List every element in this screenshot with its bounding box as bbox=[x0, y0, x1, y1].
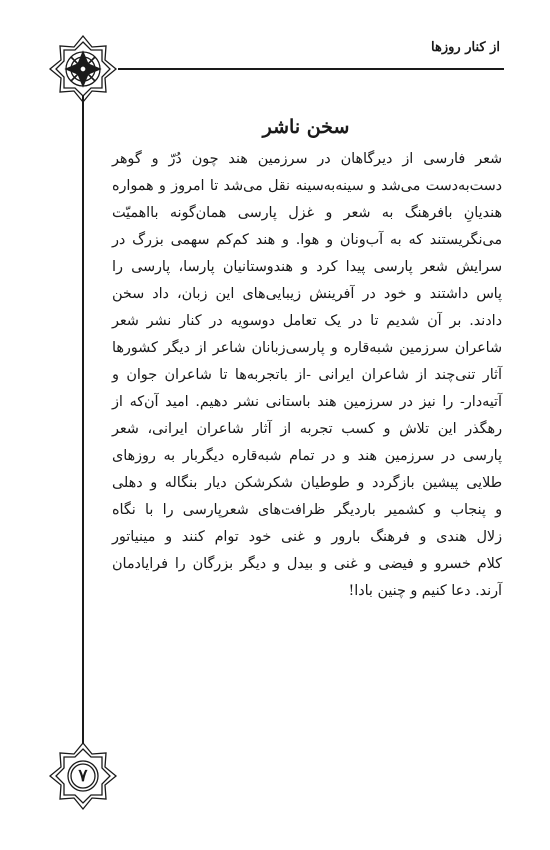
text-line: و پنجاب و کشمیر باردیگر ظرافت‌های شعرپارسی را با نگاه bbox=[112, 502, 502, 518]
text-line: می‌نگریستند که به آب‌ونان و هوا. و هند کم‌کم سهمی بزرگ در bbox=[112, 232, 502, 248]
text-line: آرند. دعا کنیم و چنین بادا! bbox=[348, 583, 502, 599]
text-line: پاس داشتند و خود در آفرینش زیبایی‌های این زبان، داد سخن bbox=[112, 286, 502, 302]
text-line: هندیانِ بافرهنگ به شعر و غزل پارسی همان‌گونه بااهمیّت bbox=[112, 205, 502, 221]
text-line: طلایی پیشین بازگردد و طوطیان شکرشکن دیار بنگاله و دهلی bbox=[112, 475, 502, 491]
text-line: زلال هندی و فرهنگ بارور و غنی خود توام کنند و مینیاتور bbox=[112, 529, 502, 545]
text-line: آتیه‌دار- را نیز در سرزمین هند باستانی نشر دهیم. امید آن‌که از bbox=[112, 394, 502, 410]
text-line: پارسی در سرزمین هند و در تمام شبه‌قاره دیگربار به روزهای bbox=[112, 448, 502, 464]
header-rule bbox=[118, 68, 504, 70]
running-head: از کنار روزها bbox=[431, 40, 500, 55]
text-line: دست‌به‌دست می‌شد و سینه‌به‌سینه نقل می‌شد تا امروز و همواره bbox=[112, 178, 502, 194]
text-line: شعر فارسی از دیرگاهان در سرزمین هند چون دُرّ و گوهر bbox=[112, 151, 502, 167]
text-line: شاعران سرزمین شبه‌قاره و پارسی‌زبانان شاعر از دیگر کشورها bbox=[112, 340, 502, 356]
text-line: دادند. بر آن شدیم تا در یک تعامل دوسویه در کنار نشر شعر bbox=[112, 313, 502, 329]
margin-rule bbox=[82, 96, 84, 764]
text-line: سرایش شعر پارسی پیدا کرد و هندوستانیان پارسا، پارسی را bbox=[112, 259, 502, 275]
section-title: سخن ناشر bbox=[262, 116, 350, 138]
text-line: کلام خسرو و فیضی و غنی و بیدل و دیگر بزرگان را فرایادمان bbox=[112, 556, 502, 572]
text-line: رهگذر این تلاش و کسب تجربه از آثار شاعران ایرانی، شعر bbox=[112, 421, 502, 437]
text-line: آثار تنی‌چند از شاعران ایرانی -از باتجربه‌ها تا شاعران جوان و bbox=[112, 367, 502, 383]
page-number: ۷ bbox=[78, 766, 88, 786]
rosette-ornament-icon bbox=[48, 34, 118, 104]
body-text bbox=[112, 146, 502, 605]
